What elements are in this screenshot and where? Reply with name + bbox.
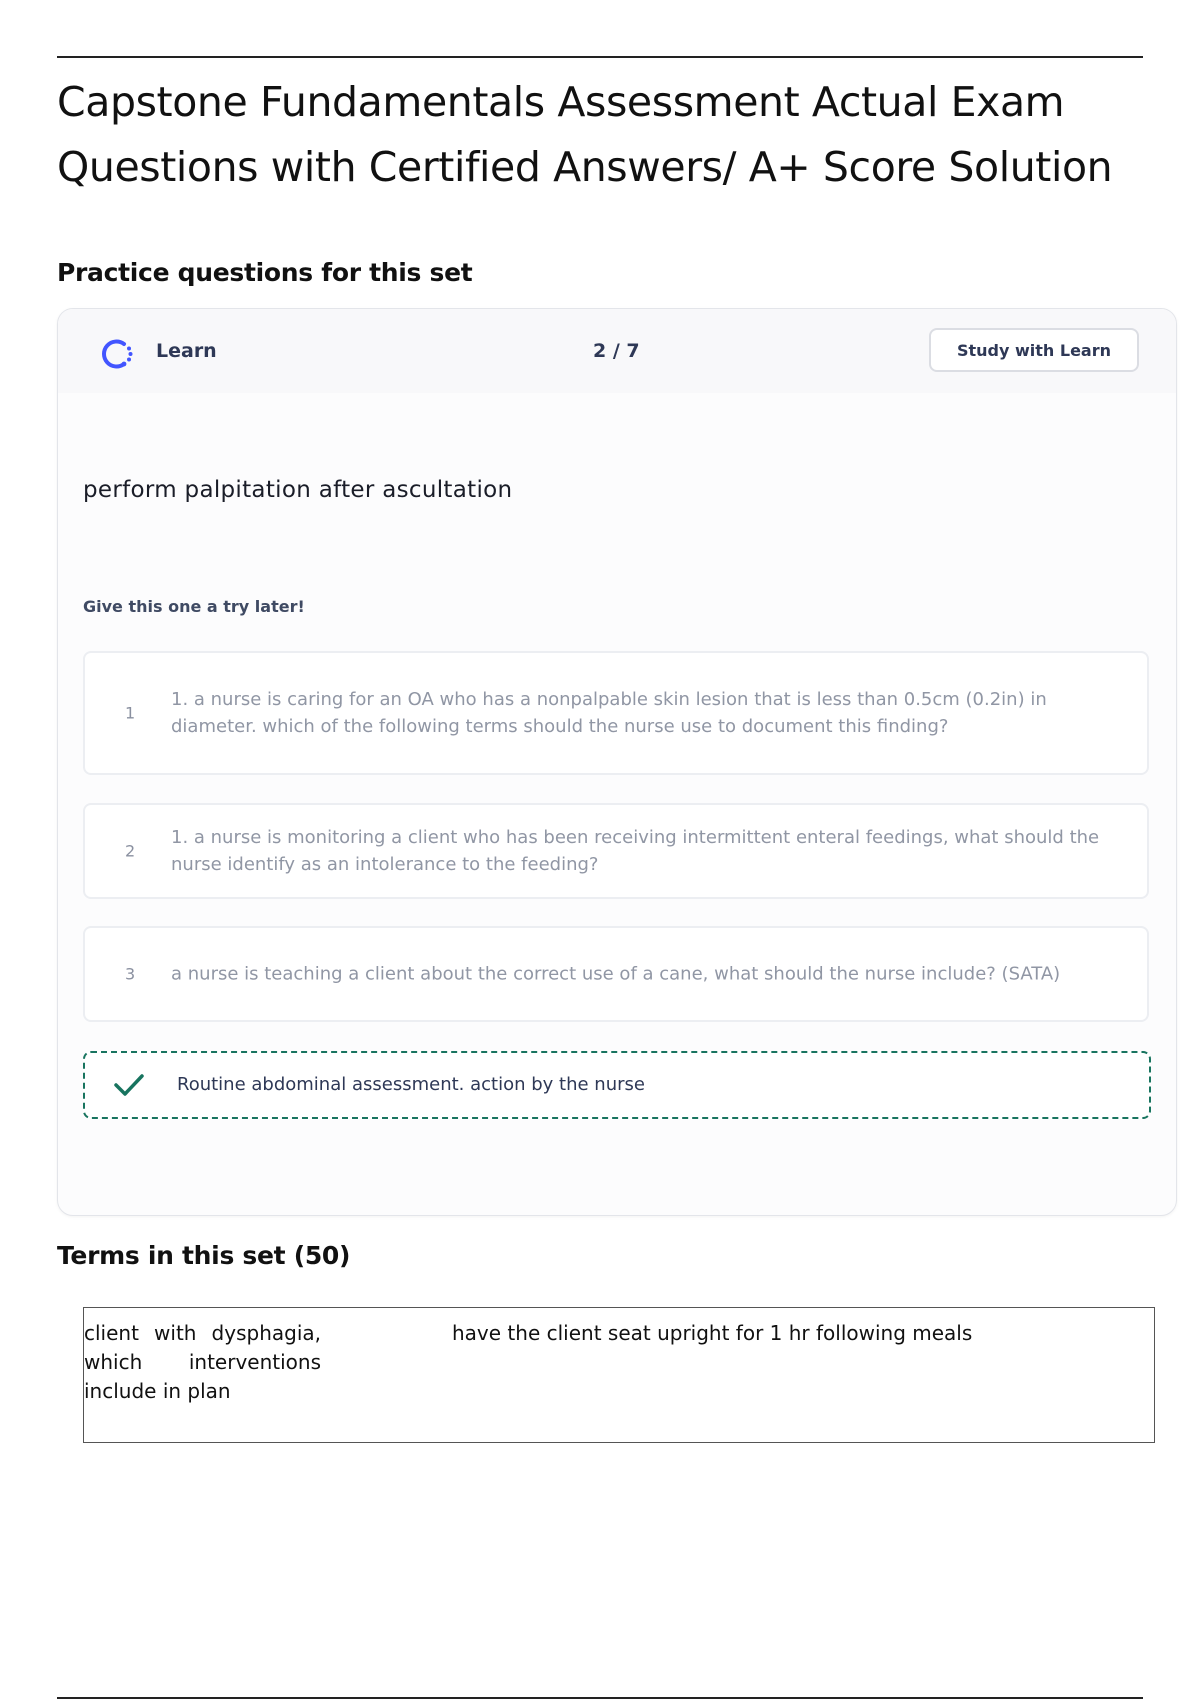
terms-heading: Terms in this set (50)	[57, 1241, 351, 1270]
option-text: 1. a nurse is monitoring a client who has been receiving intermittent enteral feedings, what should the nurse identify as an intolerance to the feeding?	[171, 827, 1100, 875]
correct-answer-text: Routine abdominal assessment. action by the nurse	[177, 1074, 645, 1095]
terms-table	[83, 1307, 1155, 1443]
answer-option-3[interactable]	[83, 926, 1149, 1022]
question-term: perform palpitation after ascultation	[83, 477, 513, 503]
practice-questions-heading: Practice questions for this set	[57, 258, 473, 287]
try-later-hint: Give this one a try later!	[83, 597, 305, 616]
learn-mode-label: Learn	[156, 340, 217, 362]
top-rule	[57, 56, 1143, 58]
option-text: 1. a nurse is caring for an OA who has a nonpalpable skin lesion that is less than 0.5cm (0.2in) in diameter. which of the following terms should the nurse use to document this finding?	[171, 689, 1047, 737]
definition-cell: have the client seat upright for 1 hr following meals	[452, 1321, 973, 1345]
option-number: 2	[125, 841, 136, 861]
document-title: Capstone Fundamentals Assessment Actual Exam Questions with Certified Answers/ A+ Score Solution	[57, 78, 1113, 191]
learn-loop-icon	[98, 335, 136, 373]
study-with-learn-button[interactable]: Study with Learn	[929, 328, 1139, 372]
card-header	[58, 309, 1176, 393]
option-number: 3	[125, 964, 136, 984]
correct-answer-option[interactable]	[83, 1051, 1151, 1119]
answer-option-1[interactable]	[83, 651, 1149, 775]
option-text: a nurse is teaching a client about the correct use of a cane, what should the nurse include? (SATA)	[171, 963, 1061, 985]
option-number: 1	[125, 703, 136, 723]
bottom-rule	[57, 1697, 1143, 1699]
answer-option-2[interactable]	[83, 803, 1149, 899]
learn-card	[57, 308, 1177, 1216]
progress-counter: 2 / 7	[593, 340, 640, 362]
checkmark-icon	[113, 1072, 145, 1098]
term-cell: client with dysphagia, which interventions include in plan	[84, 1321, 321, 1403]
